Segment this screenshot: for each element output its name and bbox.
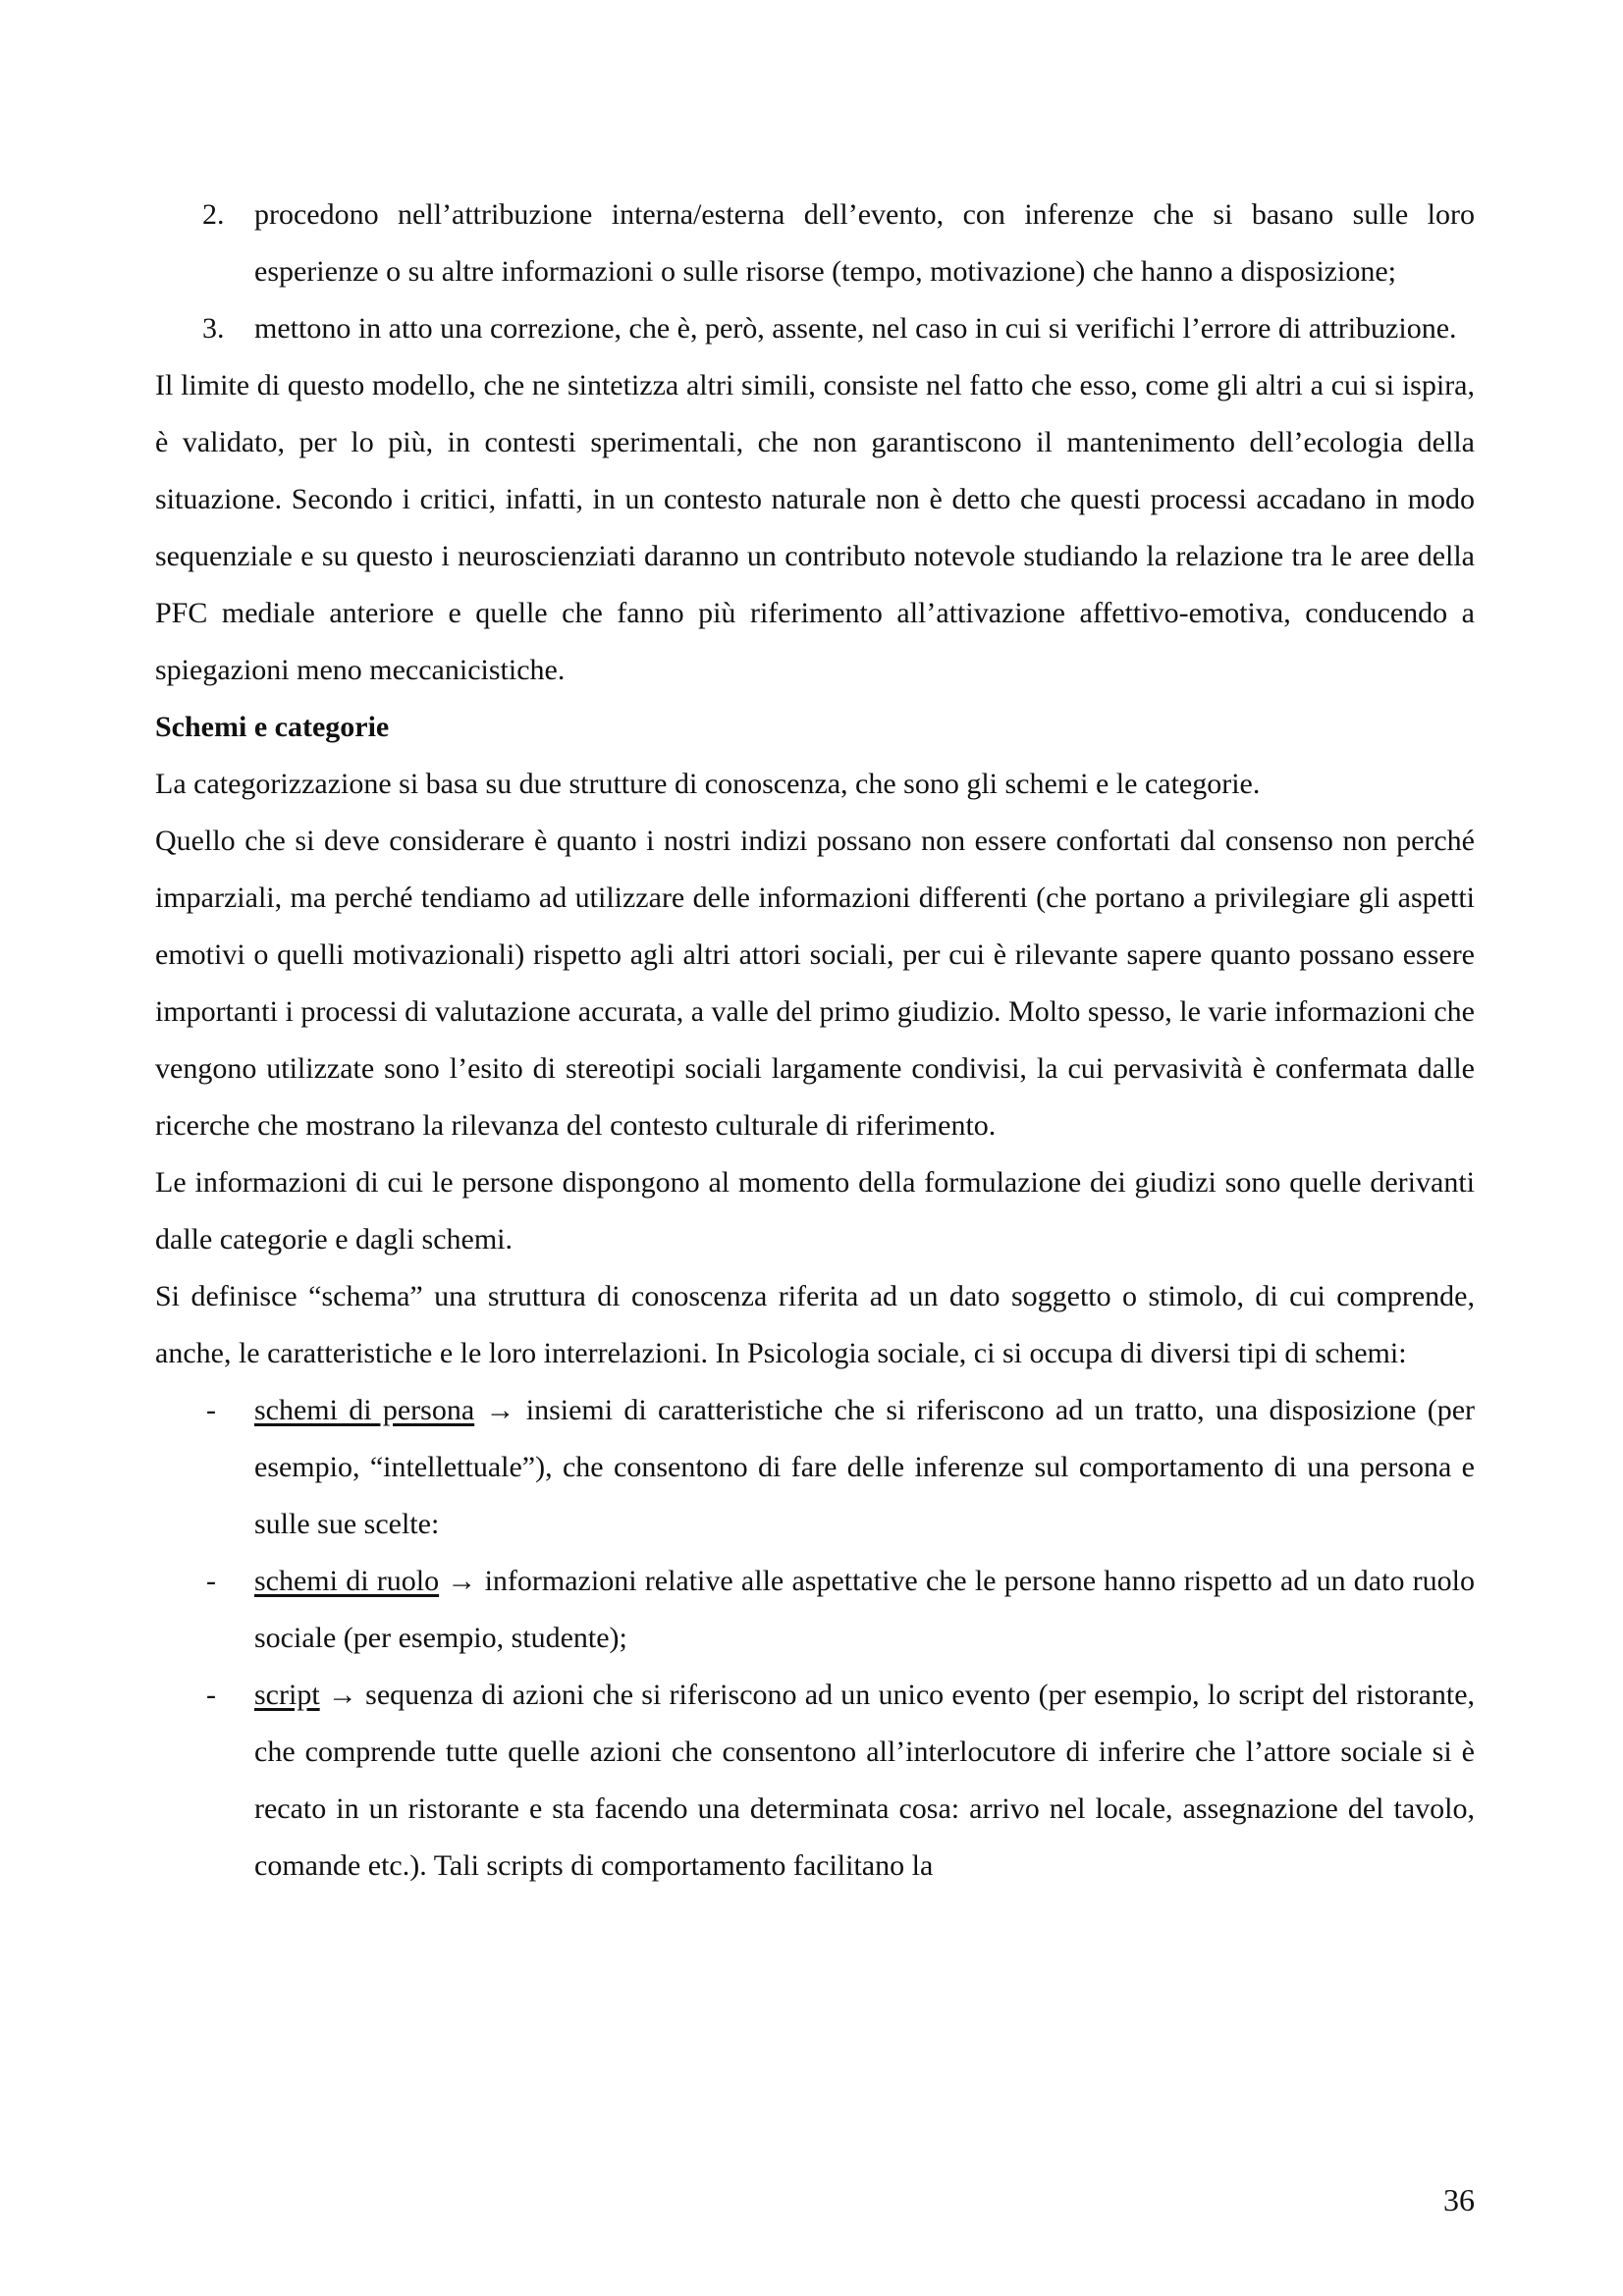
paragraph-categorization: La categorizzazione si basa su due strutture di conoscenza, che sono gli schemi e le categorie. <box>155 768 1261 800</box>
list-item-text: mettono in atto una correzione, che è, però, assente, nel caso in cui si verifichi l’errore di attribuzione. <box>254 312 1457 345</box>
paragraph-schema-definition: Si definisce “schema” una struttura di conoscenza riferita ad un dato soggetto o stimolo, di cui comprende, anche, le caratteristiche e le loro interrelazioni. In Psicologia sociale, ci si occupa di diversi tipi di schemi: <box>155 1280 1475 1369</box>
section-heading: Schemi e categorie <box>155 711 390 743</box>
schema-types-list <box>155 1382 1475 1895</box>
arrow-icon: → <box>447 1565 477 1597</box>
arrow-icon: → <box>485 1394 515 1426</box>
schema-description: insiemi di caratteristiche che si riferiscono ad un tratto, una disposizione (per esempio, “intellettuale”), che consentono di fare delle inferenze sul comportamento di una persona e sulle sue scelte: <box>254 1394 1476 1540</box>
list-marker: - <box>206 1565 216 1597</box>
list-marker: - <box>206 1394 216 1426</box>
paragraph-model-limit: Il limite di questo modello, che ne sintetizza altri simili, consiste nel fatto che esso, come gli altri a cui si ispira, è validato, per lo più, in contesti sperimentali, che non garantiscono il mantenimento dell’ecologia della situazione. Secondo i critici, infatti, in un contesto naturale non è detto che questi processi accadano in modo sequenziale e su questo i neuroscienziati daranno un contributo notevole studiando la relazione tra le aree della PFC mediale anteriore e quelle che fanno più riferimento all’attivazione affettivo-emotiva, conducendo a spiegazioni meno meccanicistiche. <box>155 369 1475 686</box>
list-item <box>155 1553 1475 1667</box>
numbered-list <box>155 187 1475 357</box>
list-item <box>155 300 1475 357</box>
page-content <box>155 187 1475 1895</box>
paragraph-information: Le informazioni di cui le persone dispongono al momento della formulazione dei giudizi sono quelle derivanti dalle categorie e dagli schemi. <box>155 1166 1475 1255</box>
schema-description: sequenza di azioni che si riferiscono ad un unico evento (per esempio, lo script del ristorante, che comprende tutte quelle azioni che consentono all’interlocutore di inferire che l’attore sociale si è recato in un ristorante e sta facendo una determinata cosa: arrivo nel locale, assegnazione del tavolo, comande etc.). Tali scripts di comportamento facilitano la <box>254 1679 1476 1882</box>
list-marker: - <box>206 1679 216 1711</box>
list-item-text: procedono nell’attribuzione interna/esterna dell’evento, con inferenze che si basano sulle loro esperienze o su altre informazioni o sulle risorse (tempo, motivazione) che hanno a disposizione; <box>254 198 1475 288</box>
paragraph-consider: Quello che si deve considerare è quanto i nostri indizi possano non essere confortati dal consenso non perché imparziali, ma perché tendiamo ad utilizzare delle informazioni differenti (che portano a privilegiare gli aspetti emotivi o quelli motivazionali) rispetto agli altri attori sociali, per cui è rilevante sapere quanto possano essere importanti i processi di valutazione accurata, a valle del primo giudizio. Molto spesso, le varie informazioni che vengono utilizzate sono l’esito di stereotipi sociali largamente condivisi, la cui pervasività è confermata dalle ricerche che mostrano la rilevanza del contesto culturale di riferimento. <box>155 825 1475 1142</box>
schema-term: schemi di ruolo <box>254 1565 440 1597</box>
list-marker: 2. <box>202 198 225 231</box>
list-item <box>155 1667 1475 1895</box>
list-item <box>155 1382 1475 1553</box>
schema-term: script <box>254 1679 320 1711</box>
schema-description: informazioni relative alle aspettative che le persone hanno rispetto ad un dato ruolo sociale (per esempio, studente); <box>254 1565 1476 1654</box>
page-number: 36 <box>1443 2182 1475 2217</box>
list-item <box>155 187 1475 300</box>
arrow-icon: → <box>327 1679 357 1711</box>
schema-term: schemi di persona <box>254 1394 475 1426</box>
list-marker: 3. <box>202 312 225 345</box>
